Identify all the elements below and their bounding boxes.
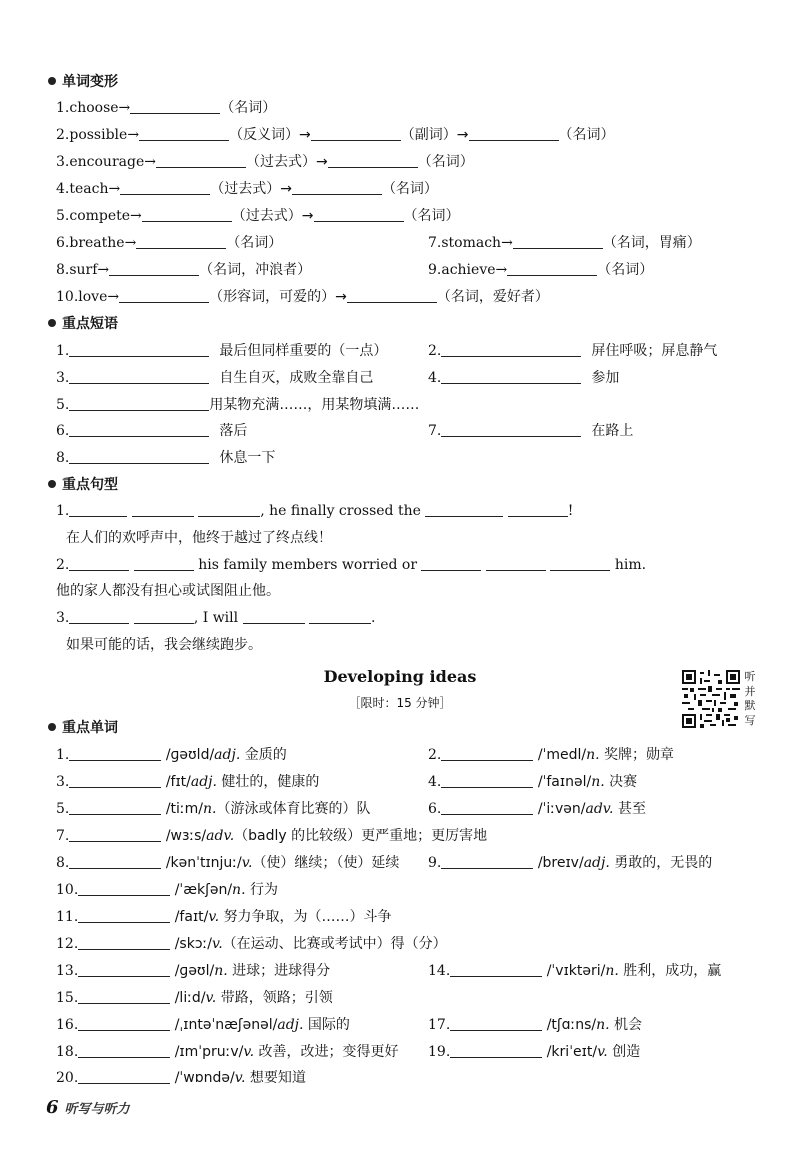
answer-blank[interactable]	[139, 125, 229, 141]
answer-blank[interactable]	[78, 1015, 170, 1031]
section-heading-key-words: 重点单词	[48, 718, 118, 738]
bullet-dot-icon	[48, 319, 56, 327]
sentence-translation: 如果可能的话，我会继续跑步。	[66, 637, 262, 653]
vocab-item: 3. /fɪt/adj. 健壮的，健康的	[56, 774, 320, 790]
answer-blank[interactable]	[328, 152, 418, 168]
phrase-item: 8. 休息一下	[56, 450, 276, 466]
phrase-item: 1. 最后但同样重要的（一点）	[56, 343, 388, 359]
word-form-row: 9.achieve→ （名词）	[428, 262, 654, 278]
word-form-row: 4.teach→ （过去式）→ （名词）	[56, 181, 438, 197]
section-heading-word-forms: 单词变形	[48, 72, 118, 92]
vocab-item: 2. /ˈmedl/n. 奖牌；勋章	[428, 747, 675, 763]
answer-blank[interactable]	[469, 125, 559, 141]
answer-blank[interactable]	[486, 555, 546, 571]
answer-blank[interactable]	[309, 608, 371, 624]
answer-blank[interactable]	[425, 501, 503, 517]
answer-blank[interactable]	[441, 853, 533, 869]
answer-blank[interactable]	[441, 341, 581, 357]
answer-blank[interactable]	[69, 341, 209, 357]
answer-blank[interactable]	[450, 961, 542, 977]
answer-blank[interactable]	[69, 448, 209, 464]
answer-blank[interactable]	[109, 260, 199, 276]
answer-blank[interactable]	[69, 772, 161, 788]
answer-blank[interactable]	[78, 1042, 170, 1058]
phrase-item: 2. 屏住呼吸；屏息静气	[428, 343, 718, 359]
vocab-item: 8. /kənˈtɪnjuː/v.（使）继续；（使）延续	[56, 855, 400, 871]
word-form-row: 8.surf→ （名词，冲浪者）	[56, 262, 312, 278]
page-number: 6	[46, 1097, 59, 1118]
answer-blank[interactable]	[69, 368, 209, 384]
answer-blank[interactable]	[69, 555, 129, 571]
answer-blank[interactable]	[550, 555, 610, 571]
answer-blank[interactable]	[132, 501, 194, 517]
answer-blank[interactable]	[441, 421, 581, 437]
answer-blank[interactable]	[69, 853, 161, 869]
vocab-item: 10. /ˈækʃən/n. 行为	[56, 882, 278, 898]
phrase-item: 6. 落后	[56, 423, 248, 439]
answer-blank[interactable]	[292, 179, 382, 195]
vocab-item: 1. /ɡəʊld/adj. 金质的	[56, 747, 287, 763]
answer-blank[interactable]	[314, 206, 404, 222]
vocab-item: 4. /ˈfaɪnəl/n. 决赛	[428, 774, 638, 790]
answer-blank[interactable]	[347, 287, 437, 303]
answer-blank[interactable]	[69, 826, 161, 842]
answer-blank[interactable]	[78, 1068, 170, 1084]
word-form-row: 3.encourage→ （过去式）→ （名词）	[56, 154, 474, 170]
bullet-dot-icon	[48, 723, 56, 731]
answer-blank[interactable]	[441, 368, 581, 384]
answer-blank[interactable]	[513, 233, 603, 249]
answer-blank[interactable]	[69, 745, 161, 761]
bullet-dot-icon	[48, 77, 56, 85]
answer-blank[interactable]	[119, 287, 209, 303]
answer-blank[interactable]	[421, 555, 481, 571]
vocab-item: 5. /tiːm/n.（游泳或体育比赛的）队	[56, 801, 371, 817]
sentence-item: 2. his family members worried or him.	[56, 557, 647, 573]
page-footer	[46, 1097, 130, 1118]
qr-code-icon[interactable]	[682, 670, 740, 728]
vocab-item: 13. /ɡəʊl/n. 进球；进球得分	[56, 963, 331, 979]
time-limit: ［限时：15 分钟］	[348, 696, 452, 710]
answer-blank[interactable]	[78, 934, 170, 950]
answer-blank[interactable]	[78, 961, 170, 977]
answer-blank[interactable]	[78, 907, 170, 923]
sentence-item: 1. , he finally crossed the !	[56, 503, 574, 519]
answer-blank[interactable]	[134, 608, 194, 624]
answer-blank[interactable]	[69, 608, 129, 624]
answer-blank[interactable]	[78, 880, 170, 896]
answer-blank[interactable]	[69, 421, 209, 437]
vocab-item: 7. /wɜːs/adv.（badly 的比较级）更严重地；更厉害地	[56, 828, 488, 844]
answer-blank[interactable]	[441, 745, 533, 761]
section-heading-phrases: 重点短语	[48, 314, 118, 334]
answer-blank[interactable]	[78, 988, 170, 1004]
answer-blank[interactable]	[69, 395, 209, 411]
phrase-item: 3. 自生自灭，成败全靠自己	[56, 370, 374, 386]
phrase-item: 7. 在路上	[428, 423, 634, 439]
answer-blank[interactable]	[136, 233, 226, 249]
answer-blank[interactable]	[130, 98, 220, 114]
answer-blank[interactable]	[156, 152, 246, 168]
book-title: 听写与听力	[64, 1102, 130, 1117]
bullet-dot-icon	[48, 480, 56, 488]
answer-blank[interactable]	[69, 501, 127, 517]
answer-blank[interactable]	[450, 1015, 542, 1031]
word-form-row: 5.compete→ （过去式）→ （名词）	[56, 208, 460, 224]
vocab-item: 20. /ˈwɒndə/v. 想要知道	[56, 1070, 306, 1086]
answer-blank[interactable]	[508, 501, 568, 517]
answer-blank[interactable]	[507, 260, 597, 276]
answer-blank[interactable]	[243, 608, 305, 624]
word-form-row: 6.breathe→ （名词）	[56, 235, 283, 251]
vocab-item: 18. /ɪmˈpruːv/v. 改善，改进；变得更好	[56, 1044, 399, 1060]
vocab-item: 12. /skɔː/v.（在运动、比赛或考试中）得（分）	[56, 936, 447, 952]
answer-blank[interactable]	[441, 799, 533, 815]
vocab-item: 9. /breɪv/adj. 勇敢的，无畏的	[428, 855, 713, 871]
answer-blank[interactable]	[450, 1042, 542, 1058]
answer-blank[interactable]	[120, 179, 210, 195]
sentence-translation: 在人们的欢呼声中，他终于越过了终点线！	[66, 530, 332, 546]
listen-dictation-label: 听 并 默 写	[744, 670, 756, 727]
answer-blank[interactable]	[142, 206, 232, 222]
answer-blank[interactable]	[198, 501, 260, 517]
answer-blank[interactable]	[134, 555, 194, 571]
vocab-item: 15. /liːd/v. 带路，领路；引领	[56, 990, 333, 1006]
word-form-row: 7.stomach→ （名词，胃痛）	[428, 235, 701, 251]
answer-blank[interactable]	[69, 799, 161, 815]
word-form-row: 2.possible→ （反义词）→ （副词）→ （名词）	[56, 127, 615, 143]
vocab-item: 19. /kriˈeɪt/v. 创造	[428, 1044, 641, 1060]
section-heading-sentences: 重点句型	[48, 475, 118, 495]
vocab-item: 14. /ˈvɪktəri/n. 胜利，成功，赢	[428, 963, 722, 979]
answer-blank[interactable]	[441, 772, 533, 788]
word-form-row: 1.choose→ （名词）	[56, 100, 277, 116]
vocab-item: 16. /ˌɪntəˈnæʃənəl/adj. 国际的	[56, 1017, 350, 1033]
vocab-item: 6. /ˈiːvən/adv. 甚至	[428, 801, 646, 817]
answer-blank[interactable]	[311, 125, 401, 141]
sentence-translation: 他的家人都没有担心或试图阻止他。	[56, 583, 280, 599]
sentence-item: 3. , I will .	[56, 610, 376, 626]
phrase-item: 4. 参加	[428, 370, 620, 386]
phrase-item: 5. 用某物充满……，用某物填满……	[56, 397, 420, 413]
vocab-item: 17. /tʃɑːns/n. 机会	[428, 1017, 643, 1033]
vocab-item: 11. /faɪt/v. 努力争取，为（……）斗争	[56, 909, 392, 925]
word-form-row: 10.love→ （形容词，可爱的）→ （名词，爱好者）	[56, 289, 549, 305]
subsection-title: Developing ideas	[323, 667, 477, 686]
